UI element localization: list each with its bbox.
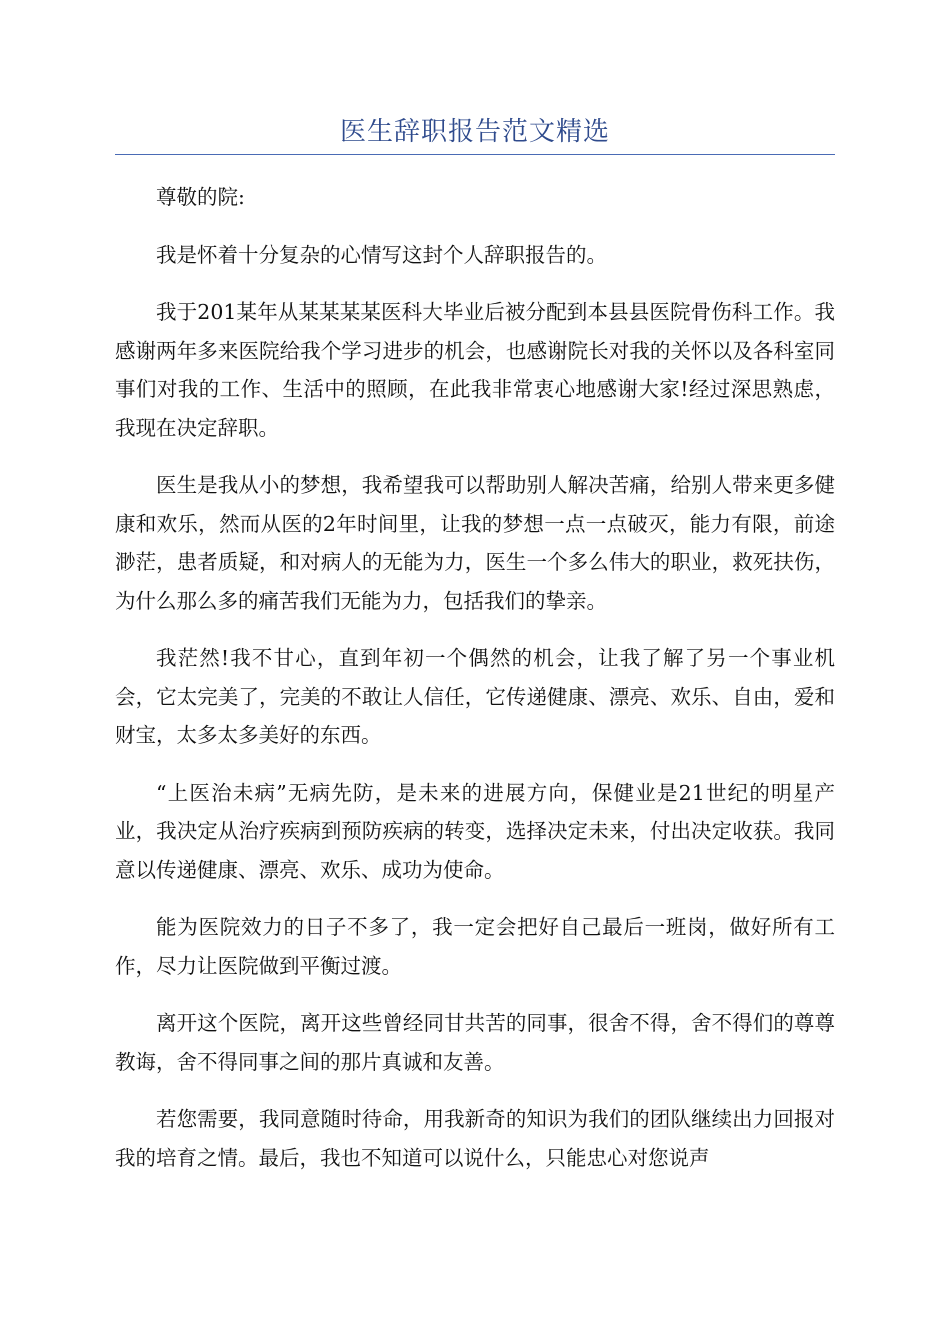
- paragraph: 医生是我从小的梦想，我希望我可以帮助别人解决苦痛，给别人带来更多健康和欢乐，然而从医的2年时间里，让我的梦想一点一点破灭，能力有限，前途渺茫，患者质疑，和对病人的无能为力，医生一个多么伟大的职业，救死扶伤，为什么那么多的痛苦我们无能为力，包括我们的挚亲。: [115, 473, 835, 613]
- paragraph: 离开这个医院，离开这些曾经同甘共苦的同事，很舍不得，舍不得们的尊尊教诲，舍不得同事之间的那片真诚和友善。: [115, 1011, 835, 1074]
- paragraph: 能为医院效力的日子不多了，我一定会把好自己最后一班岗，做好所有工作，尽力让医院做到平衡过渡。: [115, 915, 835, 978]
- document-body: [115, 178, 835, 1196]
- title-underline: [115, 154, 835, 155]
- paragraph: 我是怀着十分复杂的心情写这封个人辞职报告的。: [156, 242, 607, 267]
- paragraph: 我茫然!我不甘心，直到年初一个偶然的机会，让我了解了另一个事业机会，它太完美了，完美的不敢让人信任，它传递健康、漂亮、欢乐、自由，爱和财宝，太多太多美好的东西。: [115, 646, 835, 747]
- paragraph: “上医治未病”无病先防，是未来的进展方向，保健业是21世纪的明星产业，我决定从治疗疾病到预防疾病的转变，选择决定未来，付出决定收获。我同意以传递健康、漂亮、欢乐、成功为使命。: [115, 780, 835, 882]
- salutation: 尊敬的院:: [156, 185, 245, 209]
- paragraph: 若您需要，我同意随时待命，用我新奇的知识为我们的团队继续出力回报对我的培育之情。最后，我也不知道可以说什么，只能忠心对您说声: [115, 1107, 835, 1170]
- document-title: 医生辞职报告范文精选: [339, 117, 610, 147]
- paragraph: 我于201某年从某某某某医科大毕业后被分配到本县县医院骨伤科工作。我感谢两年多来医院给我个学习进步的机会，也感谢院长对我的关怀以及各科室同事们对我的工作、生活中的照顾，在此我非常衷心地感谢大家!经过深思熟虑，我现在决定辞职。: [115, 300, 835, 440]
